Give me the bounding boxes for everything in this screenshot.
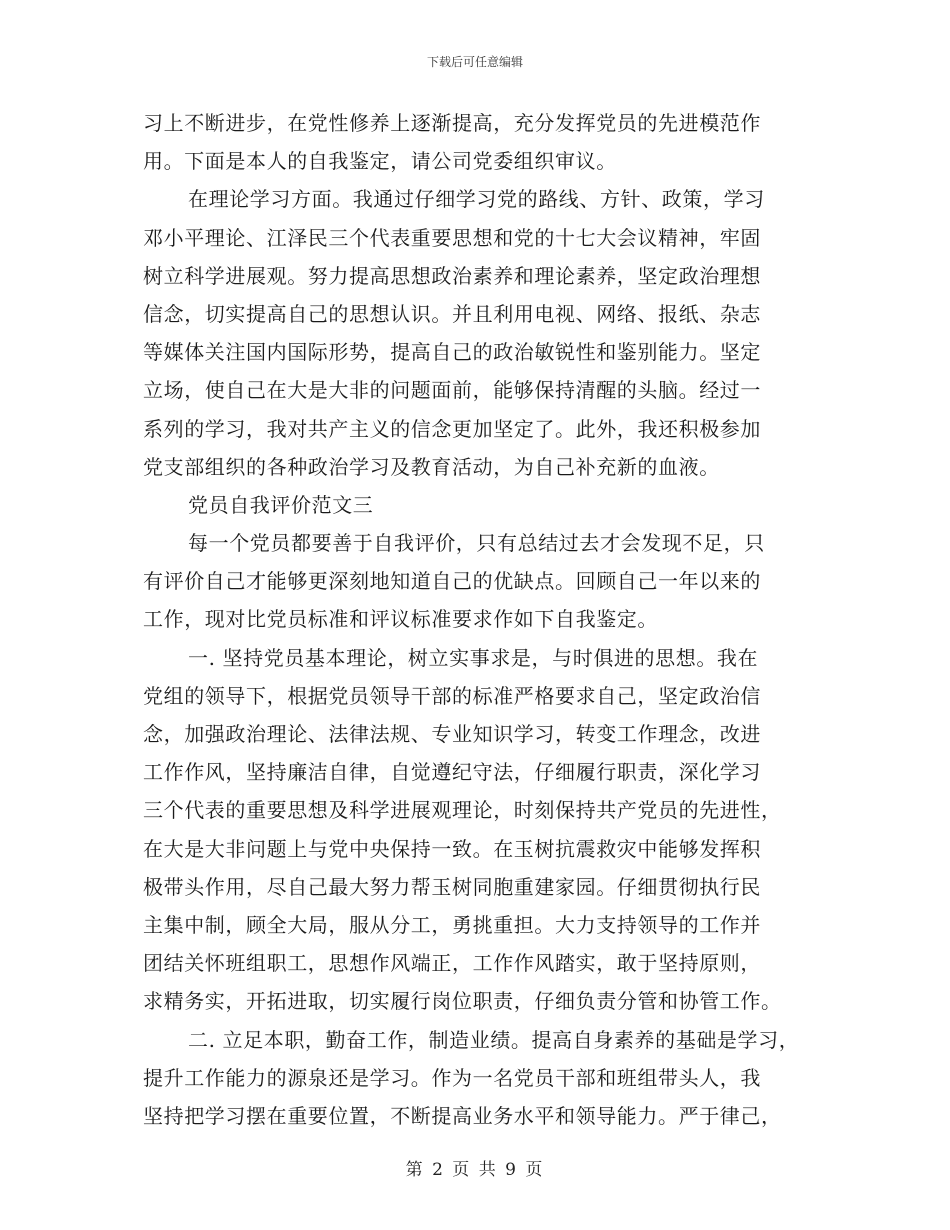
text-line: 信念，切实提高自己的思想认识。并且利用电视、网络、报纸、杂志 — [143, 301, 761, 326]
text-line: 在大是大非问题上与党中央保持一致。在玉树抗震救灾中能够发挥积 — [143, 836, 761, 861]
text-line: 工作，现对比党员标准和评议标准要求作如下自我鉴定。 — [143, 607, 658, 632]
text-line: 求精务实，开拓进取，切实履行岗位职责，仔细负责分管和协管工作。 — [143, 989, 782, 1014]
text-line: 用。下面是本人的自我鉴定，请公司党委组织审议。 — [143, 149, 617, 174]
text-line: 邓小平理论、江泽民三个代表重要思想和党的十七大会议精神，牢固 — [143, 225, 761, 250]
text-line: 主集中制，顾全大局，服从分工，勇挑重担。大力支持领导的工作并 — [143, 912, 761, 937]
text-line: 习上不断进步，在党性修养上逐渐提高，充分发挥党员的先进模范作 — [143, 111, 761, 135]
page-header: 下载后可任意编辑 — [426, 55, 523, 69]
text-line: 有评价自己才能够更深刻地知道自己的优缺点。回顾自己一年以来的 — [143, 569, 761, 594]
text-line: 党员自我评价范文三 — [188, 492, 374, 517]
text-line: 团结关怀班组职工，思想作风端正，工作作风踏实，敢于坚持原则， — [143, 951, 761, 976]
text-line: 二. 立足本职，勤奋工作，制造业绩。提高自身素养的基础是学习， — [188, 1027, 800, 1052]
text-line: 极带头作用，尽自己最大努力帮玉树同胞重建家园。仔细贯彻执行民 — [143, 874, 761, 899]
text-line: 一. 坚持党员基本理论，树立实事求是，与时俱进的思想。我在 — [188, 645, 759, 670]
text-line: 提升工作能力的源泉还是学习。作为一名党员干部和班组带头人，我 — [143, 1065, 761, 1090]
text-line: 在理论学习方面。我通过仔细学习党的路线、方针、政策，学习 — [188, 187, 765, 212]
text-line: 党组的领导下，根据党员领导干部的标准严格要求自己，坚定政治信 — [143, 683, 761, 708]
text-line: 坚持把学习摆在重要位置，不断提高业务水平和领导能力。严于律己， — [143, 1103, 782, 1128]
text-line: 三个代表的重要思想及科学进展观理论，时刻保持共产党员的先进性， — [143, 798, 782, 823]
text-line: 党支部组织的各种政治学习及教育活动，为自己补充新的血液。 — [143, 454, 720, 479]
text-line: 等媒体关注国内国际形势，提高自己的政治敏锐性和鉴别能力。坚定 — [143, 340, 761, 365]
text-line: 工作作风，坚持廉洁自律，自觉遵纪守法，仔细履行职责，深化学习 — [143, 760, 761, 785]
page-footer: 第 2 页 共 9 页 — [405, 1160, 545, 1180]
text-line: 立场，使自己在大是大非的问题面前，能够保持清醒的头脑。经过一 — [143, 378, 761, 403]
text-line: 每一个党员都要善于自我评价，只有总结过去才会发现不足，只 — [188, 531, 765, 556]
text-line: 树立科学进展观。努力提高思想政治素养和理论素养，坚定政治理想 — [143, 263, 761, 288]
text-line: 系列的学习，我对共产主义的信念更加坚定了。此外，我还积极参加 — [143, 416, 761, 441]
text-line: 念，加强政治理论、法律法规、专业知识学习，转变工作理念，改进 — [143, 722, 761, 746]
document-body — [143, 104, 823, 1135]
